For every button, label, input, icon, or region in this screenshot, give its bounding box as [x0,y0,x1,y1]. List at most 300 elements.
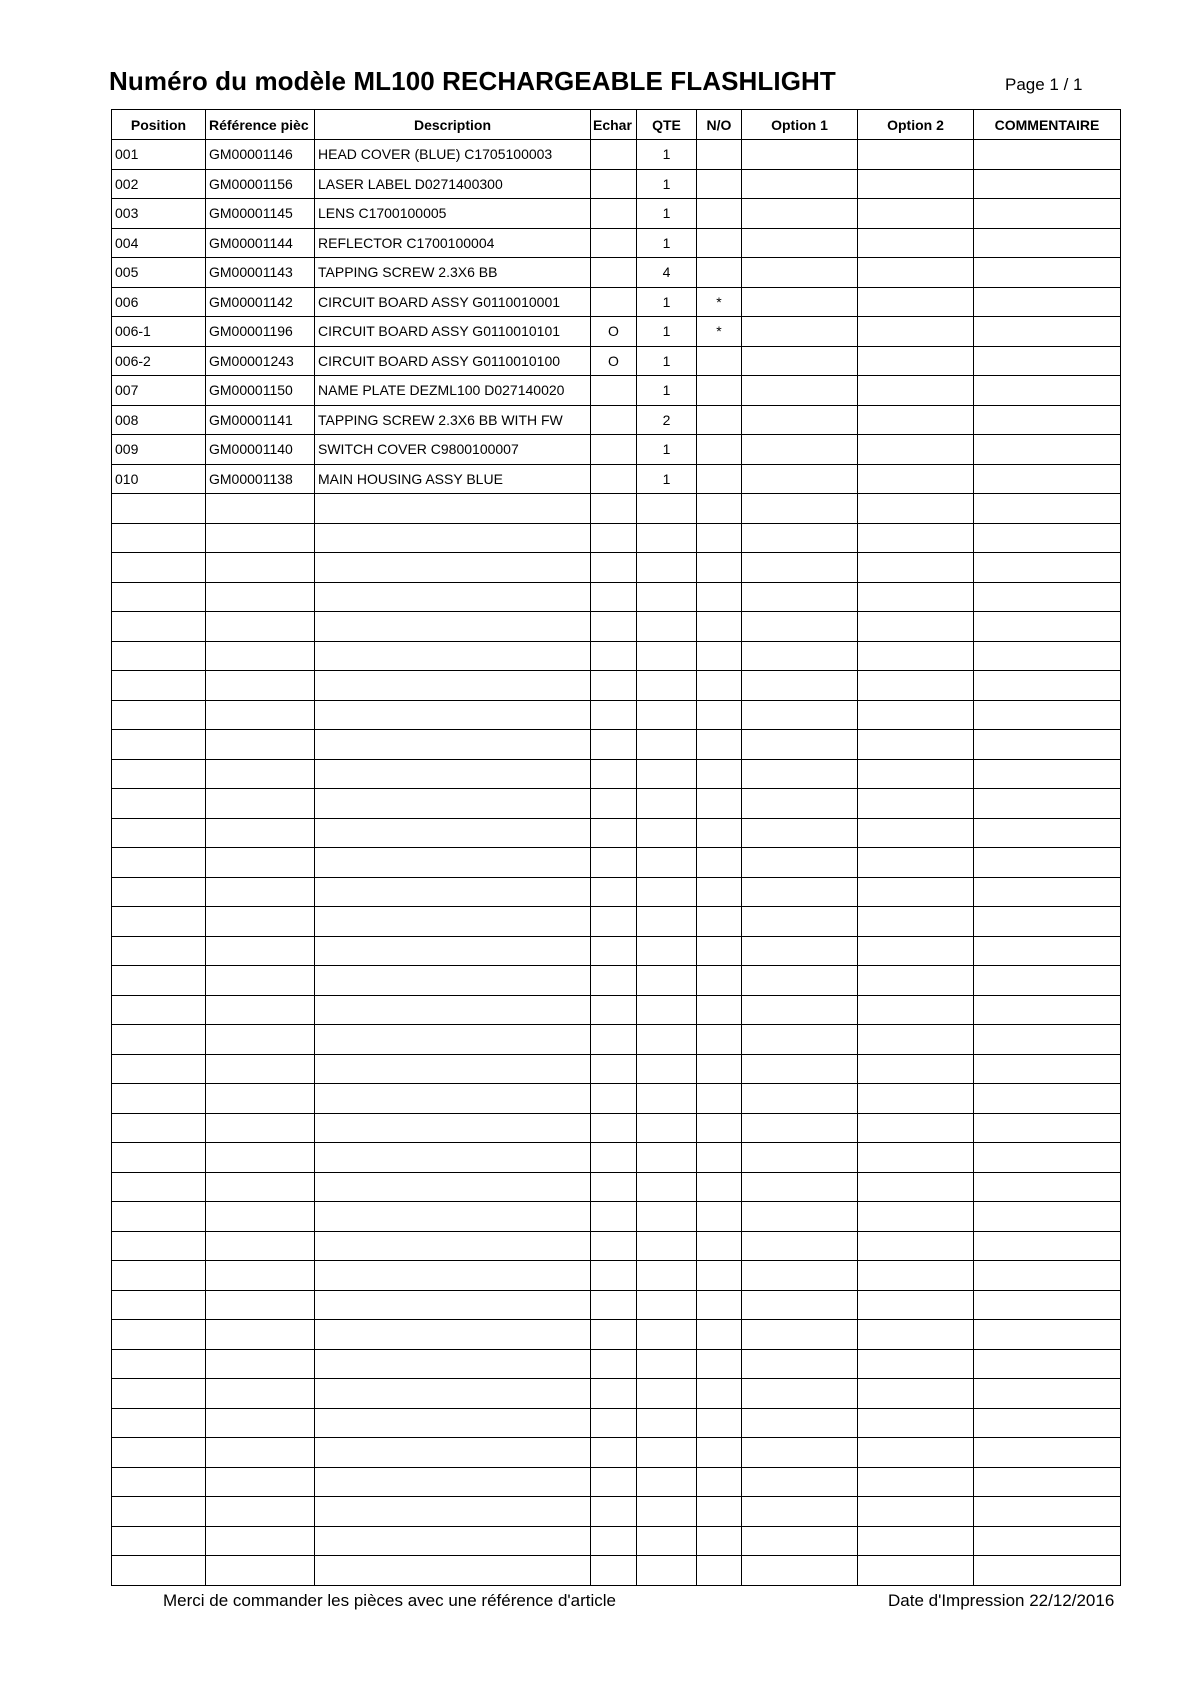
cell-empty [315,1526,591,1556]
cell-empty [637,1231,697,1261]
cell-empty [206,1143,315,1173]
cell-echange [591,140,637,170]
cell-empty [591,936,637,966]
cell-empty [742,612,858,642]
cell-empty [112,818,206,848]
cell-empty [637,818,697,848]
cell-empty [206,1408,315,1438]
cell-empty [742,1438,858,1468]
cell-empty [742,936,858,966]
cell-empty [697,1172,742,1202]
cell-reference: GM00001150 [206,376,315,406]
cell-empty [591,1556,637,1586]
cell-empty [591,1379,637,1409]
cell-empty [315,759,591,789]
cell-empty [591,1084,637,1114]
cell-commentaire [974,464,1121,494]
cell-empty [637,966,697,996]
cell-qte: 4 [637,258,697,288]
cell-empty [206,1084,315,1114]
cell-empty [974,612,1121,642]
table-row-empty [112,995,1121,1025]
cell-empty [637,907,697,937]
cell-reference: GM00001141 [206,405,315,435]
cell-empty [974,1379,1121,1409]
cell-empty [697,582,742,612]
cell-echange [591,464,637,494]
col-header-qte: QTE [637,110,697,140]
cell-empty [858,1320,974,1350]
cell-echange [591,435,637,465]
cell-empty [591,966,637,996]
cell-empty [974,1526,1121,1556]
cell-empty [697,730,742,760]
table-row-empty [112,1231,1121,1261]
col-header-position: Position [112,110,206,140]
table-row [112,346,1121,376]
cell-reference: GM00001146 [206,140,315,170]
cell-qte: 1 [637,464,697,494]
cell-empty [697,1202,742,1232]
cell-commentaire [974,376,1121,406]
cell-empty [742,877,858,907]
cell-empty [112,612,206,642]
cell-empty [742,494,858,524]
cell-empty [858,1113,974,1143]
cell-description: CIRCUIT BOARD ASSY G0110010101 [315,317,591,347]
cell-empty [858,1202,974,1232]
cell-empty [206,671,315,701]
cell-option2 [858,287,974,317]
cell-position: 005 [112,258,206,288]
col-header-echange: Echar [591,110,637,140]
cell-empty [315,818,591,848]
cell-empty [206,494,315,524]
cell-empty [315,671,591,701]
footer-print-date: Date d'Impression 22/12/2016 [888,1591,1115,1610]
cell-position: 004 [112,228,206,258]
cell-empty [742,818,858,848]
cell-empty [637,1202,697,1232]
cell-empty [974,1497,1121,1527]
table-row-empty [112,641,1121,671]
cell-description: LASER LABEL D0271400300 [315,169,591,199]
cell-qte: 1 [637,317,697,347]
cell-empty [206,759,315,789]
cell-empty [858,1231,974,1261]
cell-empty [206,1556,315,1586]
cell-no [697,258,742,288]
cell-description: CIRCUIT BOARD ASSY G0110010001 [315,287,591,317]
cell-empty [697,1290,742,1320]
cell-empty [315,1231,591,1261]
page-number: Page 1 / 1 [1005,75,1083,94]
cell-empty [974,1231,1121,1261]
cell-empty [742,641,858,671]
cell-empty [858,641,974,671]
cell-no [697,169,742,199]
cell-empty [112,730,206,760]
cell-empty [974,1172,1121,1202]
cell-empty [112,700,206,730]
cell-empty [974,1556,1121,1586]
cell-option1 [742,376,858,406]
table-row-empty [112,1438,1121,1468]
cell-empty [637,1556,697,1586]
cell-empty [697,1349,742,1379]
cell-option1 [742,169,858,199]
parts-table [111,109,1121,1586]
cell-position: 009 [112,435,206,465]
cell-empty [858,877,974,907]
cell-empty [112,907,206,937]
cell-empty [315,789,591,819]
table-row-empty [112,848,1121,878]
cell-qte: 1 [637,435,697,465]
col-header-description: Description [315,110,591,140]
cell-option1 [742,464,858,494]
cell-option1 [742,199,858,229]
cell-option1 [742,228,858,258]
cell-qte: 2 [637,405,697,435]
cell-empty [697,1231,742,1261]
cell-empty [206,818,315,848]
cell-empty [591,553,637,583]
cell-empty [637,1113,697,1143]
cell-no [697,228,742,258]
cell-empty [112,1379,206,1409]
cell-description: NAME PLATE DEZML100 D027140020 [315,376,591,406]
cell-empty [637,1084,697,1114]
cell-empty [591,1408,637,1438]
cell-empty [112,1526,206,1556]
cell-empty [742,730,858,760]
cell-empty [858,700,974,730]
cell-empty [112,494,206,524]
cell-empty [742,995,858,1025]
table-row-empty [112,582,1121,612]
cell-echange [591,376,637,406]
cell-empty [858,1143,974,1173]
cell-empty [206,907,315,937]
cell-empty [112,1497,206,1527]
table-row-empty [112,1320,1121,1350]
cell-empty [637,1438,697,1468]
cell-empty [974,818,1121,848]
cell-empty [315,1320,591,1350]
cell-echange: O [591,317,637,347]
cell-empty [315,907,591,937]
cell-empty [858,1261,974,1291]
cell-empty [112,1172,206,1202]
table-row-empty [112,1261,1121,1291]
cell-empty [206,1497,315,1527]
cell-empty [858,1379,974,1409]
cell-empty [206,1025,315,1055]
cell-description: LENS C1700100005 [315,199,591,229]
cell-option2 [858,199,974,229]
cell-empty [697,995,742,1025]
table-row [112,435,1121,465]
cell-empty [697,789,742,819]
cell-qte: 1 [637,228,697,258]
cell-empty [315,936,591,966]
cell-empty [591,1202,637,1232]
cell-position: 002 [112,169,206,199]
cell-empty [591,1320,637,1350]
cell-empty [112,641,206,671]
cell-empty [697,877,742,907]
cell-position: 001 [112,140,206,170]
cell-reference: GM00001143 [206,258,315,288]
cell-empty [315,1172,591,1202]
cell-empty [112,1261,206,1291]
cell-empty [858,523,974,553]
cell-empty [206,1349,315,1379]
cell-no [697,464,742,494]
cell-empty [974,789,1121,819]
cell-empty [637,936,697,966]
cell-no [697,376,742,406]
cell-empty [637,848,697,878]
cell-empty [206,1054,315,1084]
table-row-empty [112,523,1121,553]
cell-empty [591,1172,637,1202]
cell-empty [742,1202,858,1232]
cell-empty [974,1261,1121,1291]
cell-empty [315,1084,591,1114]
table-row-empty [112,1172,1121,1202]
cell-empty [112,848,206,878]
cell-empty [637,759,697,789]
cell-empty [858,1172,974,1202]
cell-empty [591,877,637,907]
cell-empty [206,1172,315,1202]
cell-empty [697,612,742,642]
cell-empty [697,759,742,789]
cell-position: 007 [112,376,206,406]
cell-empty [742,1320,858,1350]
cell-empty [974,1290,1121,1320]
cell-option2 [858,228,974,258]
cell-empty [742,848,858,878]
cell-empty [974,848,1121,878]
cell-empty [697,936,742,966]
table-row-empty [112,1025,1121,1055]
cell-empty [974,523,1121,553]
cell-empty [112,671,206,701]
cell-reference: GM00001144 [206,228,315,258]
cell-empty [591,1054,637,1084]
cell-empty [974,1438,1121,1468]
parts-table-body [112,140,1121,1586]
cell-empty [637,1497,697,1527]
cell-empty [206,1320,315,1350]
cell-empty [974,877,1121,907]
table-row-empty [112,907,1121,937]
cell-empty [637,1143,697,1173]
cell-empty [697,1320,742,1350]
cell-empty [112,936,206,966]
cell-description: CIRCUIT BOARD ASSY G0110010100 [315,346,591,376]
cell-position: 006 [112,287,206,317]
cell-empty [637,995,697,1025]
cell-empty [637,1379,697,1409]
cell-option2 [858,346,974,376]
cell-empty [697,1379,742,1409]
cell-empty [591,494,637,524]
cell-option2 [858,435,974,465]
cell-empty [206,1113,315,1143]
cell-empty [112,1408,206,1438]
cell-empty [315,700,591,730]
cell-qte: 1 [637,199,697,229]
cell-reference: GM00001243 [206,346,315,376]
cell-empty [974,1320,1121,1350]
cell-empty [315,1349,591,1379]
table-row-empty [112,1467,1121,1497]
table-row [112,140,1121,170]
cell-empty [206,1379,315,1409]
cell-empty [637,1025,697,1055]
cell-option2 [858,376,974,406]
cell-no [697,405,742,435]
cell-empty [858,936,974,966]
cell-empty [858,1408,974,1438]
cell-empty [742,1526,858,1556]
cell-empty [637,553,697,583]
cell-description: MAIN HOUSING ASSY BLUE [315,464,591,494]
cell-qte: 1 [637,346,697,376]
cell-empty [315,1497,591,1527]
cell-commentaire [974,317,1121,347]
cell-empty [974,1025,1121,1055]
cell-description: REFLECTOR C1700100004 [315,228,591,258]
cell-position: 006-1 [112,317,206,347]
table-row [112,405,1121,435]
cell-empty [112,1202,206,1232]
cell-empty [591,1025,637,1055]
cell-reference: GM00001140 [206,435,315,465]
table-row-empty [112,1290,1121,1320]
cell-commentaire [974,346,1121,376]
cell-empty [974,1408,1121,1438]
cell-empty [591,1261,637,1291]
cell-echange: O [591,346,637,376]
cell-empty [858,848,974,878]
cell-empty [637,1467,697,1497]
table-row [112,376,1121,406]
cell-empty [858,1349,974,1379]
cell-empty [742,1143,858,1173]
cell-empty [742,1408,858,1438]
cell-empty [742,1379,858,1409]
cell-empty [637,1261,697,1291]
cell-empty [206,553,315,583]
cell-empty [206,848,315,878]
cell-option1 [742,140,858,170]
cell-empty [112,1084,206,1114]
cell-option2 [858,140,974,170]
cell-option1 [742,317,858,347]
cell-empty [315,641,591,671]
cell-empty [112,995,206,1025]
cell-position: 003 [112,199,206,229]
cell-empty [591,1526,637,1556]
cell-empty [591,1290,637,1320]
table-row [112,258,1121,288]
cell-empty [858,1054,974,1084]
cell-empty [974,995,1121,1025]
cell-empty [315,1467,591,1497]
cell-empty [591,1438,637,1468]
cell-empty [112,1556,206,1586]
table-row-empty [112,553,1121,583]
cell-empty [206,523,315,553]
cell-empty [742,966,858,996]
cell-no: * [697,287,742,317]
cell-description: TAPPING SCREW 2.3X6 BB [315,258,591,288]
cell-empty [591,759,637,789]
cell-empty [206,612,315,642]
table-row-empty [112,1379,1121,1409]
table-row [112,317,1121,347]
cell-qte: 1 [637,169,697,199]
cell-commentaire [974,169,1121,199]
cell-empty [315,1379,591,1409]
cell-echange [591,287,637,317]
cell-echange [591,169,637,199]
cell-empty [858,1290,974,1320]
table-row-empty [112,1526,1121,1556]
col-header-reference: Référence pièc [206,110,315,140]
cell-empty [697,1084,742,1114]
cell-position: 010 [112,464,206,494]
cell-empty [591,1231,637,1261]
cell-empty [591,789,637,819]
table-row [112,464,1121,494]
cell-qte: 1 [637,376,697,406]
cell-empty [112,1438,206,1468]
cell-option1 [742,346,858,376]
cell-empty [697,1526,742,1556]
cell-empty [974,936,1121,966]
cell-empty [742,1261,858,1291]
cell-empty [315,730,591,760]
cell-commentaire [974,435,1121,465]
cell-empty [206,936,315,966]
cell-empty [112,1025,206,1055]
cell-empty [858,759,974,789]
col-header-commentaire: COMMENTAIRE [974,110,1121,140]
cell-empty [206,1467,315,1497]
cell-empty [697,671,742,701]
table-row [112,228,1121,258]
cell-empty [315,877,591,907]
cell-empty [315,1025,591,1055]
cell-empty [591,582,637,612]
cell-empty [697,1408,742,1438]
footer-order-note: Merci de commander les pièces avec une référence d'article [163,1591,617,1610]
table-row [112,169,1121,199]
cell-echange [591,405,637,435]
cell-position: 008 [112,405,206,435]
cell-no: * [697,317,742,347]
cell-empty [112,582,206,612]
cell-commentaire [974,287,1121,317]
cell-empty [112,523,206,553]
cell-empty [974,1143,1121,1173]
